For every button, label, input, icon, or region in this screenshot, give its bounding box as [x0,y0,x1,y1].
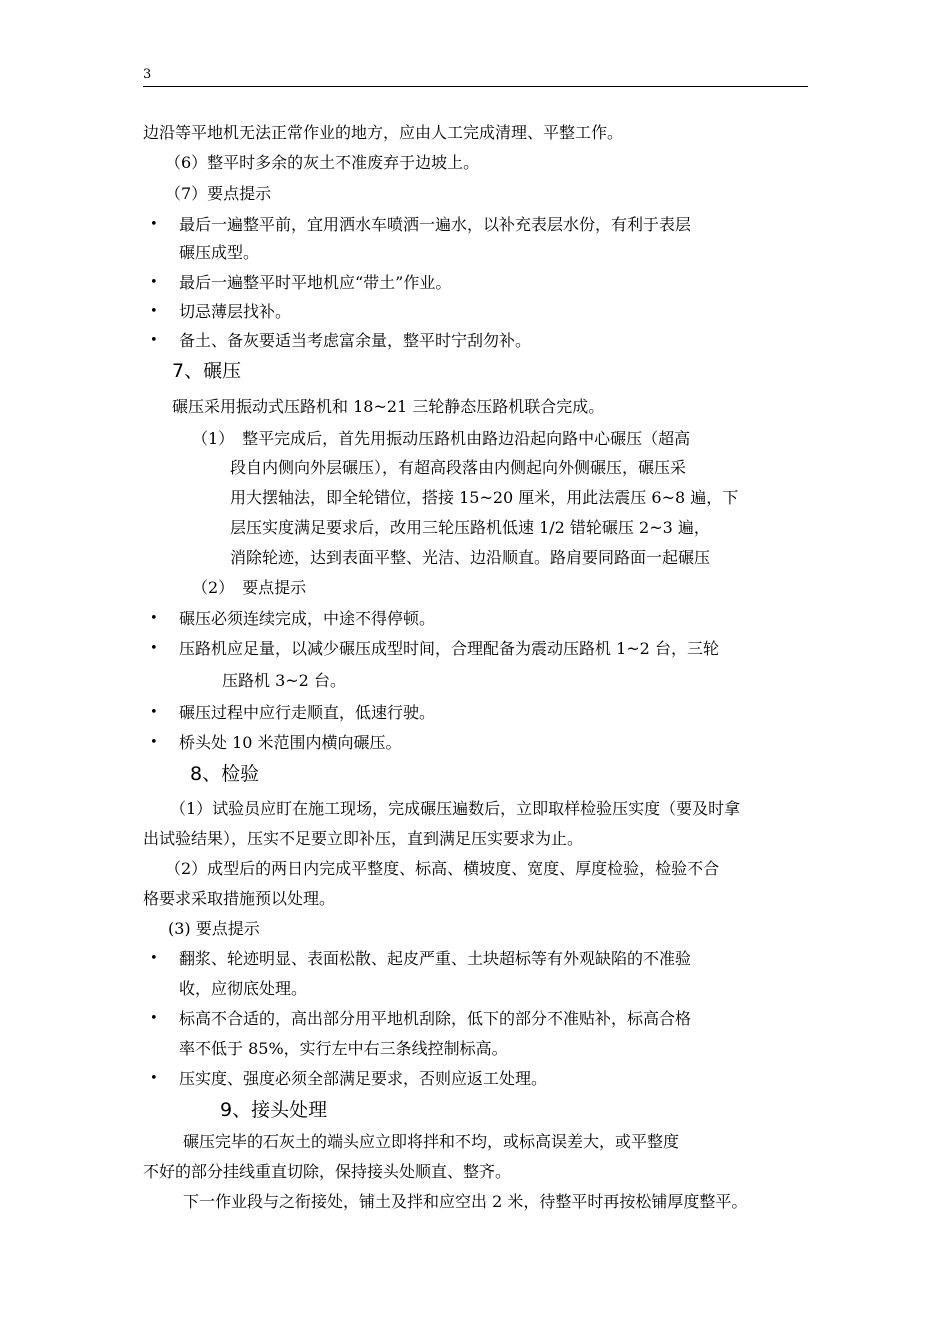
text-line: 碾压成型。 [179,243,260,262]
bullet-marker: • [150,951,158,966]
text-line: 下一作业段与之衔接处，铺土及拌和应空出 2 米，待整平时再按松铺厚度整平。 [183,1192,748,1211]
text-line: (3) 要点提示 [168,919,260,938]
text-line: 碾压过程中应行走顺直，低速行驶。 [179,703,436,722]
text-line: 标高不合适的，高出部分用平地机刮除，低下的部分不准贴补，标高合格 [179,1009,692,1028]
text-line: 桥头处 10 米范围内横向碾压。 [179,733,402,752]
bullet-marker: • [150,217,158,232]
text-line: 翻浆、轮迹明显、表面松散、起皮严重、土块超标等有外观缺陷的不准验 [179,949,692,968]
bullet-marker: • [150,1071,158,1086]
section-heading: 9、接头处理 [220,1099,328,1121]
text-line: 收，应彻底处理。 [179,979,308,998]
text-line: 段自内侧向外层碾压），有超高段落由内侧起向外侧碾压，碾压采 [230,458,687,477]
text-line: 压路机应足量，以减少碾压成型时间，合理配备为震动压路机 1~2 台，三轮 [179,639,719,658]
bullet-marker: • [150,611,158,626]
text-line: 最后一遍整平前，宜用洒水车喷洒一遍水，以补充表层水份，有利于表层 [179,215,692,234]
text-line: 层压实度满足要求后，改用三轮压路机低速 1/2 错轮碾压 2~3 遍， [230,518,710,537]
bullet-marker: • [150,275,158,290]
text-line: 出试验结果），压实不足要立即补压，直到满足压实要求为止。 [143,829,584,848]
header-rule [143,86,808,87]
text-line: 率不低于 85%，实行左中右三条线控制标高。 [179,1039,508,1058]
text-line: 压路机 3~2 台。 [222,671,346,690]
text-line: 备土、备灰要适当考虑富余量，整平时宁刮勿补。 [179,331,532,350]
bullet-marker: • [150,333,158,348]
text-line: 碾压采用振动式压路机和 18~21 三轮静态压路机联合完成。 [172,397,605,416]
text-line: 切忌薄层找补。 [179,302,292,321]
bullet-marker: • [150,705,158,720]
text-line: 碾压完毕的石灰土的端头应立即将拌和不均，或标高误差大，或平整度 [183,1132,680,1151]
text-line: （7）要点提示 [165,184,272,203]
section-heading: 7、碾压 [172,360,242,382]
text-line: （6）整平时多余的灰土不准废弃于边坡上。 [165,153,480,172]
section-heading: 8、检验 [190,763,260,785]
text-line: 边沿等平地机无法正常作业的地方，应由人工完成清理、平整工作。 [143,123,624,142]
text-line: 不好的部分挂线重直切除，保持接头处顺直、整齐。 [143,1162,512,1181]
text-line: （1） 整平完成后，首先用振动压路机由路边沿起向路中心碾压（超高 [192,429,691,448]
bullet-marker: • [150,1011,158,1026]
bullet-marker: • [150,641,158,656]
text-line: 碾压必须连续完成，中途不得停顿。 [179,609,436,628]
text-line: 格要求采取措施预以处理。 [143,889,336,908]
page-number: 3 [143,67,152,82]
text-line: 压实度、强度必须全部满足要求，否则应返工处理。 [179,1069,548,1088]
bullet-marker: • [150,304,158,319]
text-line: （1）试验员应盯在施工现场，完成碾压遍数后，立即取样检验压实度（要及时拿 [170,799,741,818]
text-line: 最后一遍整平时平地机应“带土”作业。 [179,273,452,292]
text-line: （2） 要点提示 [192,578,307,597]
bullet-marker: • [150,735,158,750]
text-line: （2）成型后的两日内完成平整度、标高、横坡度、宽度、厚度检验，检验不合 [165,859,720,878]
text-line: 消除轮迹，达到表面平整、光洁、边沿顺直。路肩要同路面一起碾压 [230,548,711,567]
text-line: 用大摆轴法，即全轮错位，搭接 15~20 厘米，用此法震压 6~8 遍，下 [230,488,739,507]
